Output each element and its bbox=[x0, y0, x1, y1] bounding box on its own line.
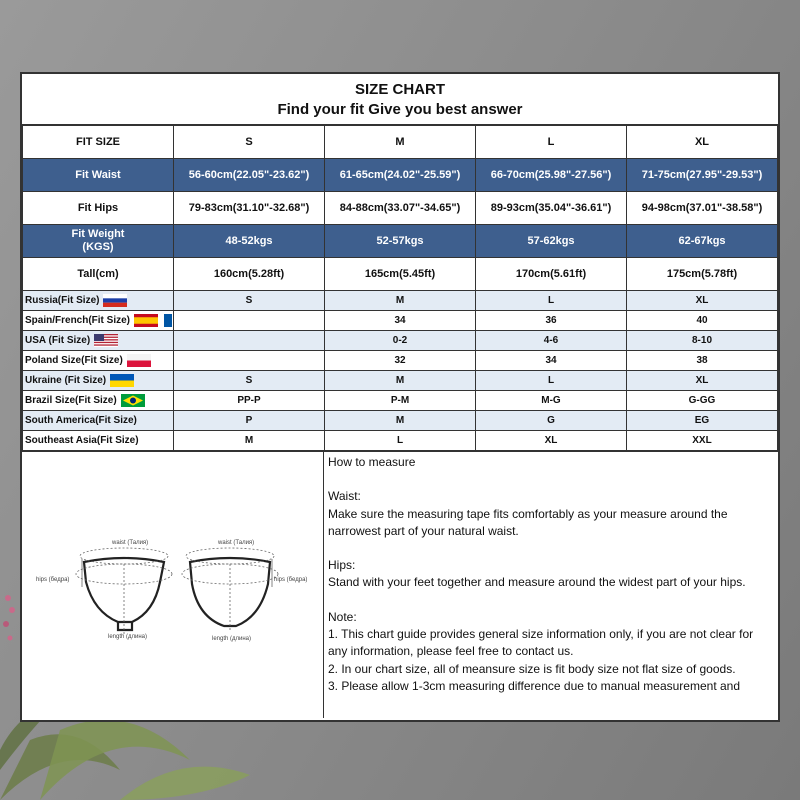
country-label bbox=[23, 351, 174, 371]
note-heading: Note: bbox=[328, 609, 357, 624]
waist-label: waist (Талия) bbox=[218, 540, 255, 546]
header-cell: XL bbox=[627, 126, 778, 159]
country-row-russia bbox=[23, 291, 778, 311]
table-cell: 38 bbox=[627, 351, 778, 371]
table-cell: 0-2 bbox=[325, 331, 476, 351]
row-label-line: (KGS) bbox=[82, 241, 114, 253]
table-cell: 8-10 bbox=[627, 331, 778, 351]
waist-label: waist (Талия) bbox=[112, 540, 149, 546]
table-cell: M bbox=[325, 291, 476, 311]
table-cell: 61-65cm(24.02"-25.59") bbox=[325, 159, 476, 192]
spacer bbox=[328, 471, 774, 488]
table-cell: 56-60cm(22.05"-23.62") bbox=[174, 159, 325, 192]
table-cell: M bbox=[325, 411, 476, 431]
table-cell: 62-67kgs bbox=[627, 225, 778, 258]
note-item: 2. In our chart size, all of meansure size is fit body size not flat size of goods. bbox=[328, 661, 736, 676]
country-label bbox=[23, 391, 174, 411]
table-cell: 160cm(5.28ft) bbox=[174, 258, 325, 291]
table-cell: 170cm(5.61ft) bbox=[476, 258, 627, 291]
table-cell: M bbox=[325, 371, 476, 391]
table-cell: PP-P bbox=[174, 391, 325, 411]
length-label: length (длина) bbox=[108, 634, 148, 640]
table-cell: L bbox=[476, 371, 627, 391]
poland-flag-icon bbox=[127, 354, 151, 367]
table-cell: 52-57kgs bbox=[325, 225, 476, 258]
table-cell: XL bbox=[627, 291, 778, 311]
table-cell: EG bbox=[627, 411, 778, 431]
how-to-title: How to measure bbox=[328, 455, 416, 469]
table-cell: G bbox=[476, 411, 627, 431]
country-label bbox=[23, 311, 174, 331]
table-cell: 175cm(5.78ft) bbox=[627, 258, 778, 291]
size-table bbox=[22, 125, 778, 451]
table-cell: P-M bbox=[325, 391, 476, 411]
table-cell: 94-98cm(37.01"-38.58") bbox=[627, 192, 778, 225]
table-cell: 32 bbox=[325, 351, 476, 371]
table-cell: L bbox=[325, 431, 476, 451]
table-cell: XL bbox=[476, 431, 627, 451]
country-row-ukraine bbox=[23, 371, 778, 391]
length-label: length (длина) bbox=[212, 636, 252, 642]
table-cell: 34 bbox=[476, 351, 627, 371]
flower-decoration bbox=[0, 590, 20, 650]
note-item: 1. This chart guide provides general size information only, if you are not clear for any information, please feel free to contact us. bbox=[328, 627, 754, 659]
country-label bbox=[23, 331, 174, 351]
country-label-text: Ukraine (Fit Size) bbox=[25, 375, 107, 387]
table-cell: 40 bbox=[627, 311, 778, 331]
fit-waist-row bbox=[23, 159, 778, 192]
country-label: Southeast Asia(Fit Size) bbox=[23, 431, 174, 451]
country-row-brazil bbox=[23, 391, 778, 411]
tall-row bbox=[23, 258, 778, 291]
country-row-south-america bbox=[23, 411, 778, 431]
table-cell bbox=[174, 311, 325, 331]
ukraine-flag-icon bbox=[110, 374, 134, 387]
spain-flag-icon bbox=[134, 314, 158, 327]
chart-subtitle: Find your fit Give you best answer bbox=[277, 101, 523, 118]
brazil-flag-icon bbox=[121, 394, 145, 407]
fit-hips-row bbox=[23, 192, 778, 225]
table-cell: 79-83cm(31.10"-32.68") bbox=[174, 192, 325, 225]
header-cell: S bbox=[174, 126, 325, 159]
country-row-southeast-asia bbox=[23, 431, 778, 451]
table-cell: 66-70cm(25.98"-27.56") bbox=[476, 159, 627, 192]
table-cell: XL bbox=[627, 371, 778, 391]
chart-header bbox=[22, 74, 778, 125]
spacer bbox=[328, 540, 774, 557]
hips-label: hips (бедра) bbox=[274, 577, 308, 583]
panty-diagram bbox=[22, 452, 323, 718]
hips-label: hips (бедра) bbox=[36, 577, 70, 583]
table-cell bbox=[174, 331, 325, 351]
country-label-text: Spain/French(Fit Size) bbox=[25, 315, 131, 327]
table-cell: 34 bbox=[325, 311, 476, 331]
table-cell: G-GG bbox=[627, 391, 778, 411]
country-label bbox=[23, 291, 174, 311]
country-row-spain-french bbox=[23, 311, 778, 331]
spacer bbox=[328, 592, 774, 609]
table-cell: 165cm(5.45ft) bbox=[325, 258, 476, 291]
country-row-usa bbox=[23, 331, 778, 351]
russia-flag-icon bbox=[103, 294, 127, 307]
row-label: Fit Waist bbox=[23, 159, 174, 192]
header-cell: M bbox=[325, 126, 476, 159]
chart-title: SIZE CHART bbox=[355, 81, 445, 98]
table-cell: S bbox=[174, 291, 325, 311]
table-cell: S bbox=[174, 371, 325, 391]
waist-heading: Waist: bbox=[328, 489, 361, 504]
hips-heading: Hips: bbox=[328, 558, 356, 573]
waist-instructions: Make sure the measuring tape fits comfortably as your measure around the narrowest part of your natural waist. bbox=[328, 506, 728, 538]
table-cell: 71-75cm(27.95"-29.53") bbox=[627, 159, 778, 192]
row-label: Tall(cm) bbox=[23, 258, 174, 291]
country-label-text: Poland Size(Fit Size) bbox=[25, 355, 123, 367]
table-cell: L bbox=[476, 291, 627, 311]
header-cell: L bbox=[476, 126, 627, 159]
table-cell: M-G bbox=[476, 391, 627, 411]
fit-weight-row bbox=[23, 225, 778, 258]
country-label-text: USA (Fit Size) bbox=[25, 335, 91, 347]
measure-section bbox=[22, 451, 778, 718]
usa-flag-icon bbox=[94, 334, 118, 347]
header-cell: FIT SIZE bbox=[23, 126, 174, 159]
country-label-text: Russia(Fit Size) bbox=[25, 295, 100, 307]
size-header-row bbox=[23, 126, 778, 159]
france-flag-icon bbox=[164, 314, 173, 327]
row-label-line: Fit Weight bbox=[71, 228, 125, 240]
table-cell: M bbox=[174, 431, 325, 451]
how-to-measure bbox=[324, 452, 778, 718]
country-label bbox=[23, 371, 174, 391]
table-cell: P bbox=[174, 411, 325, 431]
country-label: South America(Fit Size) bbox=[23, 411, 174, 431]
row-label bbox=[23, 225, 174, 258]
panty-illustration bbox=[22, 452, 324, 718]
table-cell: 89-93cm(35.04"-36.61") bbox=[476, 192, 627, 225]
table-cell: 84-88cm(33.07"-34.65") bbox=[325, 192, 476, 225]
size-chart-card bbox=[20, 72, 780, 722]
table-cell bbox=[174, 351, 325, 371]
country-row-poland bbox=[23, 351, 778, 371]
country-label-text: Brazil Size(Fit Size) bbox=[25, 395, 117, 407]
table-cell: 4-6 bbox=[476, 331, 627, 351]
note-item: 3. Please allow 1-3cm measuring difference due to manual measurement and bbox=[328, 678, 741, 693]
table-cell: 57-62kgs bbox=[476, 225, 627, 258]
table-cell: XXL bbox=[627, 431, 778, 451]
table-cell: 36 bbox=[476, 311, 627, 331]
hips-instructions: Stand with your feet together and measure around the widest part of your hips. bbox=[328, 575, 746, 590]
row-label: Fit Hips bbox=[23, 192, 174, 225]
table-cell: 48-52kgs bbox=[174, 225, 325, 258]
